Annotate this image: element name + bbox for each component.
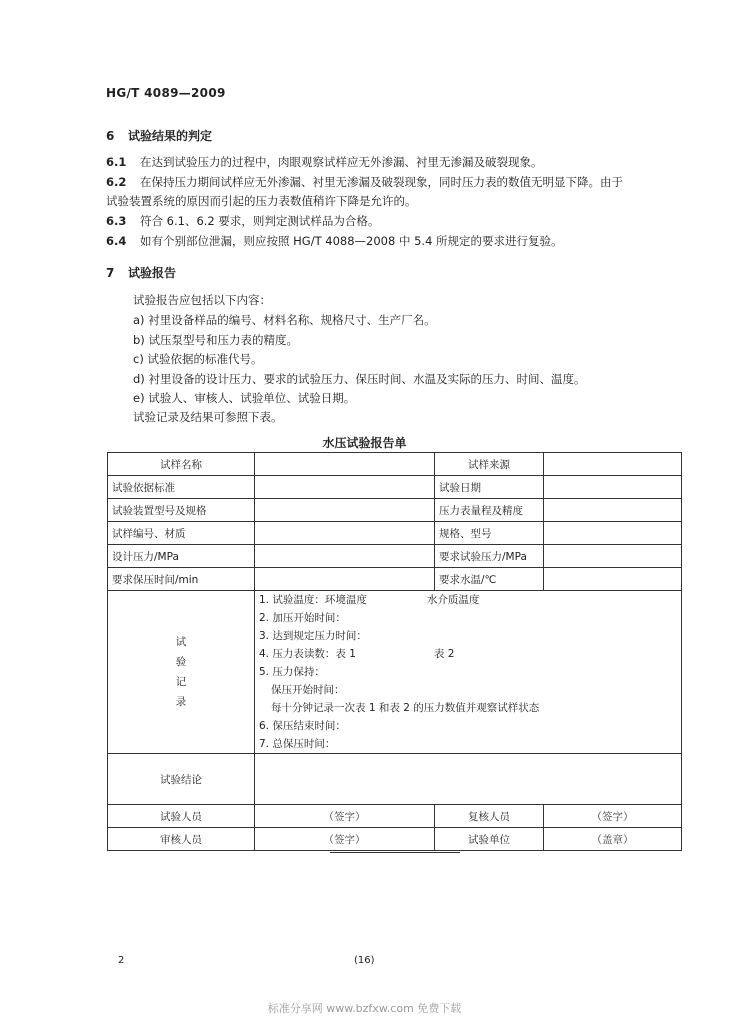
field-value-cell	[544, 522, 682, 545]
field-label: 试验单位	[435, 828, 544, 851]
field-label: 要求保压时间/min	[108, 568, 255, 591]
clause-number: 6.4	[106, 234, 127, 248]
signature-row	[108, 805, 682, 828]
field-value-cell	[255, 499, 435, 522]
clause-6-2-cont: 试验装置系统的原因而引起的压力表数值稍许下降是允许的。	[106, 194, 417, 208]
field-label: 要求水温/℃	[435, 568, 544, 591]
clause-number: 6.1	[106, 155, 127, 169]
section-7-heading	[106, 264, 176, 281]
field-value-cell	[544, 499, 682, 522]
field-value-cell	[544, 545, 682, 568]
report-item-c: c) 试验依据的标准代号。	[133, 352, 263, 366]
test-record-row	[108, 591, 682, 754]
table-row	[108, 522, 682, 545]
clause-text: 如有个别部位泄漏，则应按照 HG/T 4088—2008 中 5.4 所规定的要求进行复验。	[140, 234, 563, 248]
signature-placeholder: （签字）	[544, 805, 682, 828]
field-label: 试样来源	[435, 453, 544, 476]
clause-text: 在保持压力期间试样应无外渗漏、衬里无渗漏及破裂现象，同时压力表的数值无明显下降。由于	[140, 175, 623, 189]
report-item-a: a) 衬里设备样品的编号、材料名称、规格尺寸、生产厂名。	[133, 313, 436, 327]
clause-6-1	[106, 153, 543, 171]
field-value-cell	[255, 522, 435, 545]
table-row	[108, 545, 682, 568]
section-number: 7	[106, 266, 115, 280]
section-number: 6	[106, 129, 115, 143]
section-6-heading	[106, 127, 212, 144]
test-record-label: 试 验 记 录	[108, 591, 255, 754]
clause-number: 6.3	[106, 214, 127, 228]
clause-6-4	[106, 232, 563, 250]
field-label: 复核人员	[435, 805, 544, 828]
hydrostatic-test-report-table	[107, 452, 682, 851]
field-label: 审核人员	[108, 828, 255, 851]
conclusion-row	[108, 754, 682, 805]
test-record-content: 1. 试验温度：环境温度 水介质温度 2. 加压开始时间： 3. 达到规定压力时间： 4. 压力表读数：表 1 表 2 5. 压力保持： 保压开始时间： 每十分钟记录一次表 1 和表 2 的压力数值并观察试样状态 6. 保压结束时间： 7. 总保压时间：	[255, 591, 682, 754]
watermark-text: 标准分享网 www.bzfxw.com 免费下载	[267, 1002, 462, 1015]
clause-6-3	[106, 212, 379, 230]
signature-placeholder: （签字）	[255, 805, 435, 828]
field-value-cell	[255, 545, 435, 568]
field-label: 试验人员	[108, 805, 255, 828]
section-title: 试验报告	[128, 266, 177, 280]
page-number: 2	[118, 955, 125, 966]
conclusion-label: 试验结论	[108, 754, 255, 805]
field-label: 设计压力/MPa	[108, 545, 255, 568]
standard-code-header: HG/T 4089—2009	[106, 86, 226, 100]
conclusion-value-cell	[255, 754, 682, 805]
page-number-paren: (16)	[354, 955, 375, 966]
field-value-cell	[544, 453, 682, 476]
field-label: 试样名称	[108, 453, 255, 476]
field-label: 试验装置型号及规格	[108, 499, 255, 522]
field-value-cell	[544, 568, 682, 591]
end-rule	[330, 852, 460, 853]
table-row	[108, 453, 682, 476]
report-item-b: b) 试压泵型号和压力表的精度。	[133, 333, 298, 347]
clause-6-2	[106, 173, 623, 191]
field-label: 要求试验压力/MPa	[435, 545, 544, 568]
stamp-placeholder: （盖章）	[544, 828, 682, 851]
signature-row	[108, 828, 682, 851]
field-value-cell	[255, 568, 435, 591]
field-value-cell	[255, 453, 435, 476]
report-item-d: d) 衬里设备的设计压力、要求的试验压力、保压时间、水温及实际的压力、时间、温度。	[133, 372, 586, 386]
report-item-e: e) 试验人、审核人、试验单位、试验日期。	[133, 391, 356, 405]
table-row	[108, 476, 682, 499]
report-outro: 试验记录及结果可参照下表。	[133, 410, 283, 424]
signature-placeholder: （签字）	[255, 828, 435, 851]
table-caption: 水压试验报告单	[322, 436, 407, 450]
clause-text: 在达到试验压力的过程中，肉眼观察试样应无外渗漏、衬里无渗漏及破裂现象。	[140, 155, 543, 169]
field-value-cell	[255, 476, 435, 499]
field-label: 压力表量程及精度	[435, 499, 544, 522]
field-label: 规格、型号	[435, 522, 544, 545]
table-row	[108, 499, 682, 522]
clause-text: 符合 6.1、6.2 要求，则判定测试样品为合格。	[140, 214, 380, 228]
report-intro: 试验报告应包括以下内容：	[133, 293, 271, 307]
field-label: 试验日期	[435, 476, 544, 499]
table-row	[108, 568, 682, 591]
clause-number: 6.2	[106, 175, 127, 189]
section-title: 试验结果的判定	[128, 129, 213, 143]
field-label: 试样编号、材质	[108, 522, 255, 545]
field-value-cell	[544, 476, 682, 499]
field-label: 试验依据标准	[108, 476, 255, 499]
